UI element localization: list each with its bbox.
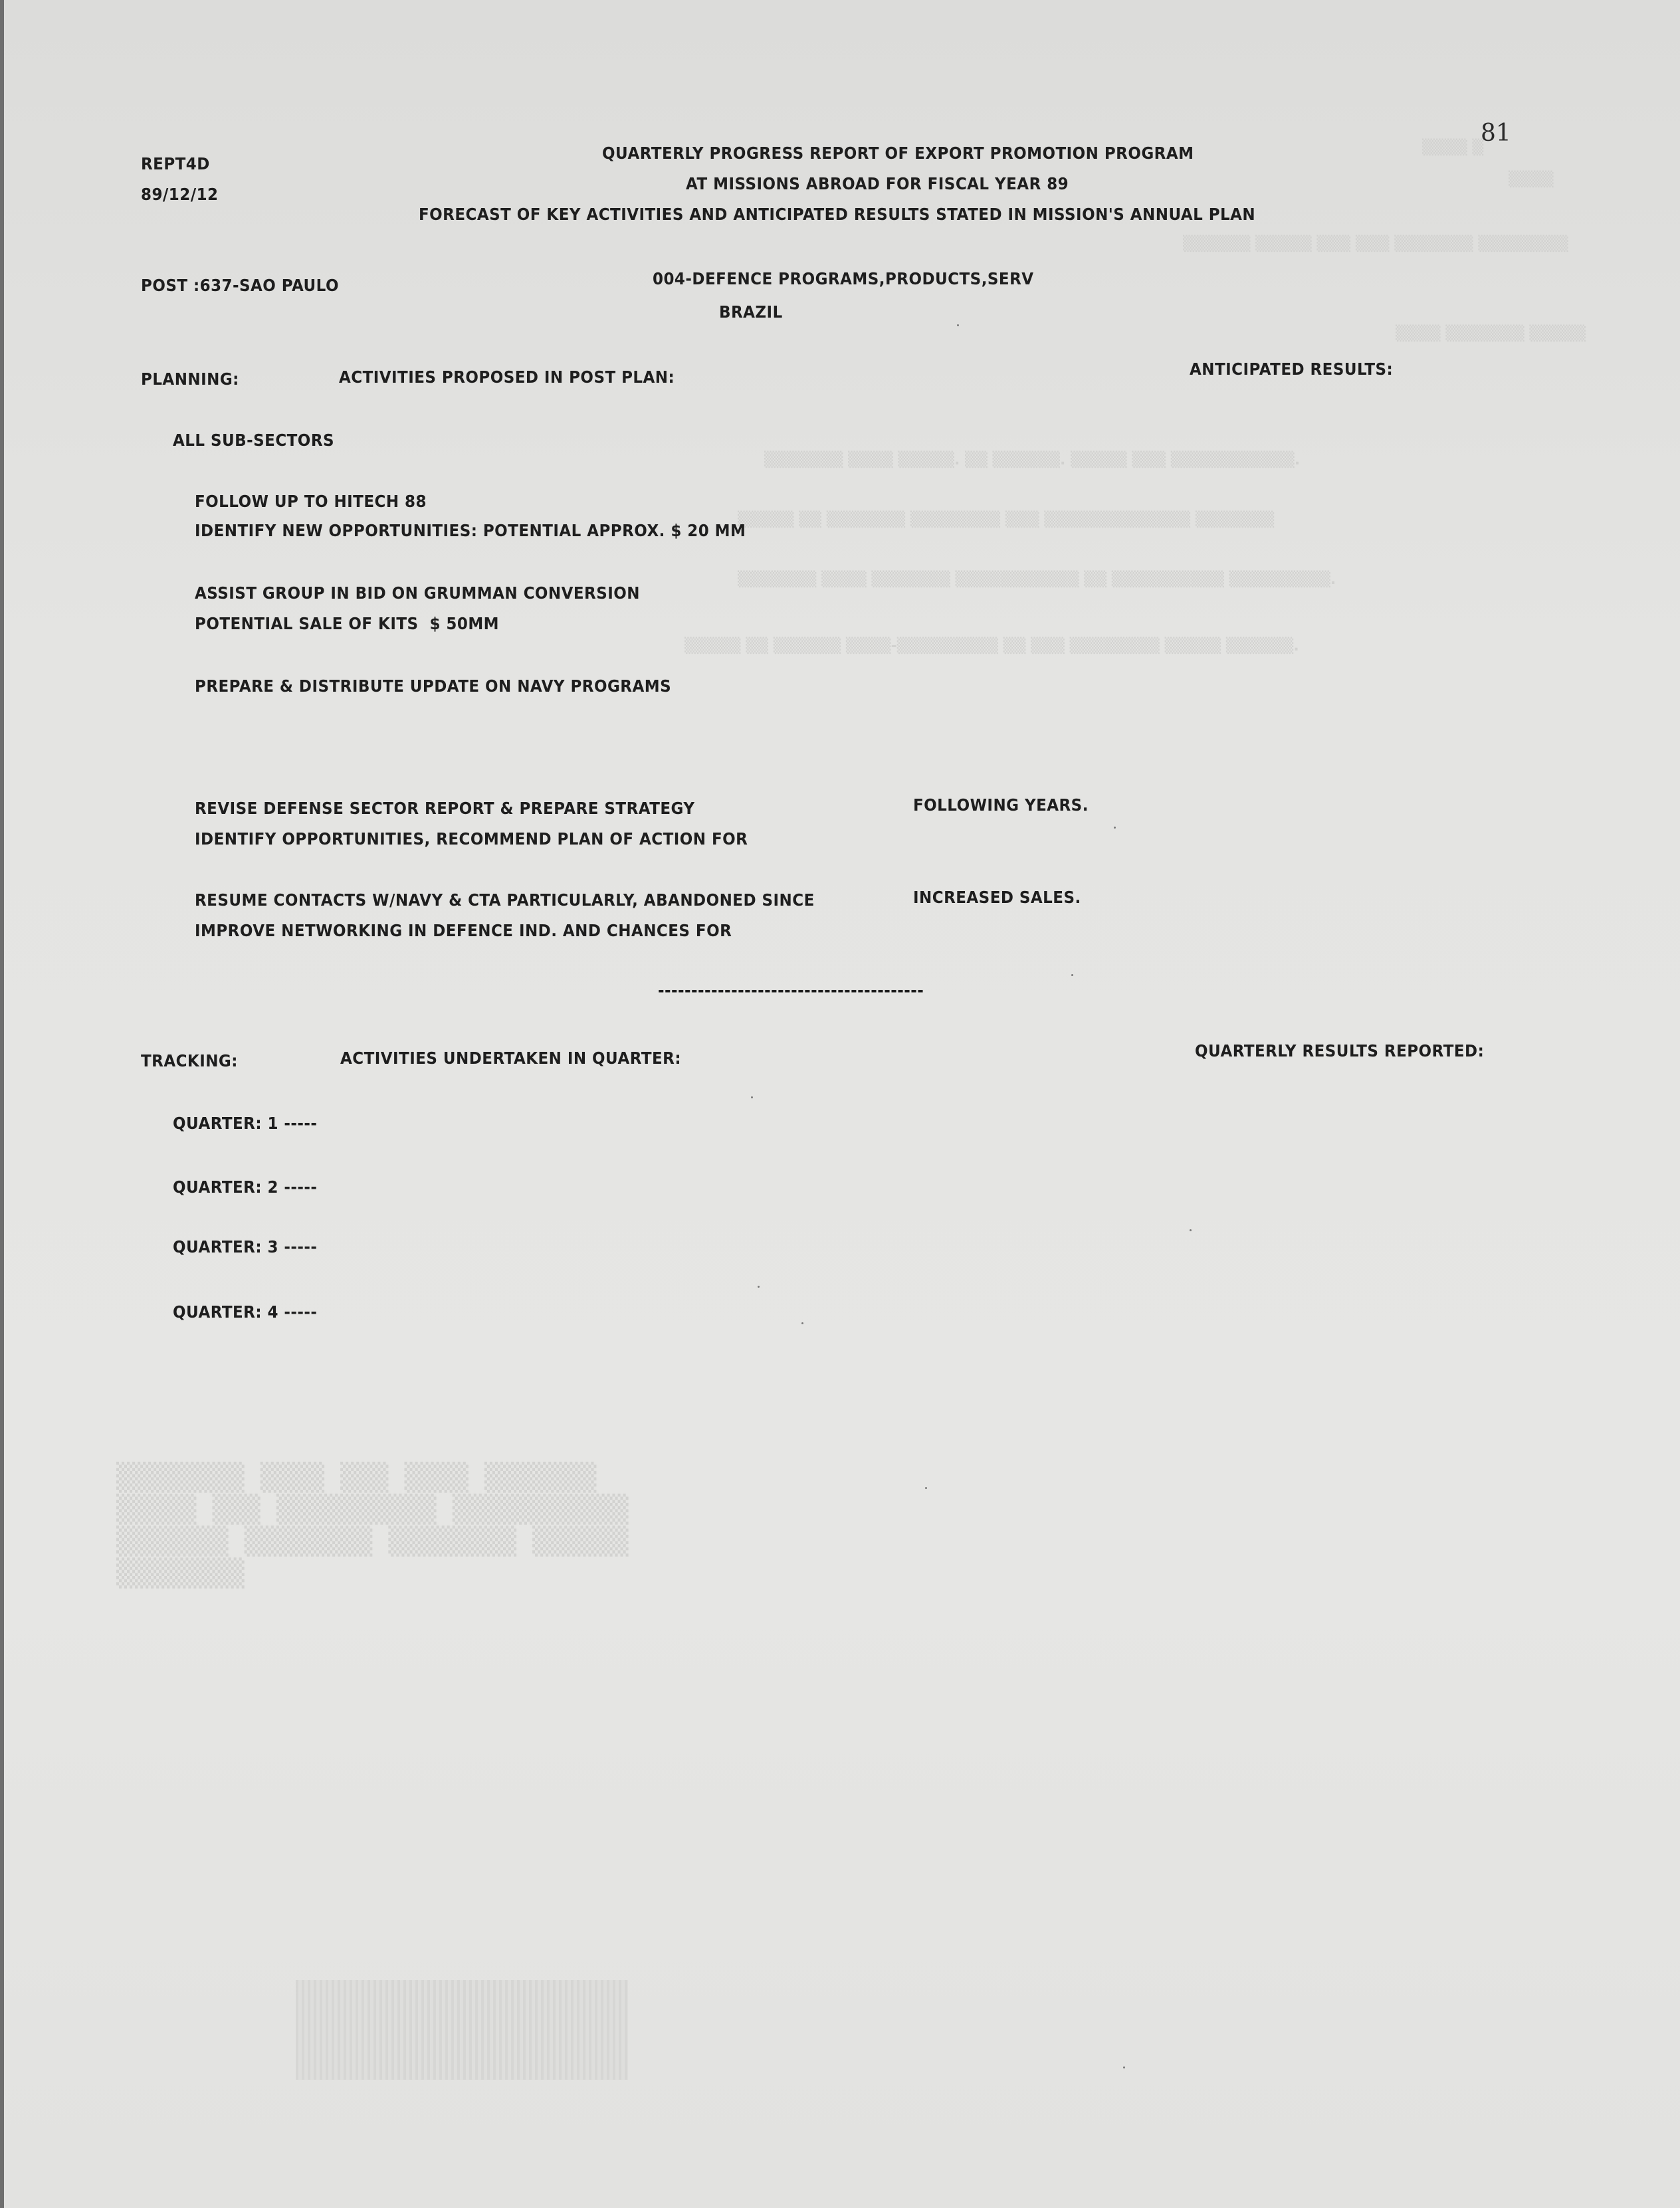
- planning-item: IDENTIFY NEW OPPORTUNITIES: POTENTIAL APPROX. $ 20 MM: [195, 521, 746, 540]
- scan-speck: [1123, 2066, 1125, 2068]
- report-title-line3: FORECAST OF KEY ACTIVITIES AND ANTICIPATED RESULTS STATED IN MISSION'S ANNUAL PLAN: [419, 205, 1256, 224]
- subsector-label: ALL SUB-SECTORS: [173, 431, 335, 450]
- scan-speck: [801, 1322, 803, 1324]
- planning-item: POTENTIAL SALE OF KITS $ 50MM: [195, 614, 500, 633]
- planning-item: REVISE DEFENSE SECTOR REPORT & PREPARE STRATEGY: [195, 799, 695, 818]
- bleed-through-barcode: [296, 1980, 628, 2080]
- scan-speck: [925, 1487, 927, 1489]
- bleed-through-text: ▒▒▒▒▒ ▒▒ ▒▒▒▒▒▒▒ ▒▒▒▒▒▒▒▒ ▒▒▒ ▒▒▒▒▒▒▒▒▒▒▒▒▒ ▒▒▒▒▒▒▒: [738, 512, 1275, 528]
- bleed-through-text: ▒▒▒▒ ▒: [1422, 140, 1484, 156]
- planning-item: IMPROVE NETWORKING IN DEFENCE IND. AND CHANCES FOR: [195, 921, 732, 940]
- quarter-row: QUARTER: 2 -----: [173, 1177, 318, 1197]
- scan-speck: [1190, 1229, 1192, 1231]
- planning-item: PREPARE & DISTRIBUTE UPDATE ON NAVY PROGRAMS: [195, 676, 672, 696]
- quarterly-results-heading: QUARTERLY RESULTS REPORTED:: [1195, 1041, 1485, 1060]
- planning-item: IDENTIFY OPPORTUNITIES, RECOMMEND PLAN OF ACTION FOR: [195, 829, 748, 849]
- anticipated-results-heading: ANTICIPATED RESULTS:: [1190, 359, 1394, 379]
- bleed-through-text: ▒▒▒▒▒▒▒▒ ▒▒▒▒ ▒▒▒ ▒▒▒▒ ▒▒▒▒▒▒▒ ▒▒▒▒▒ ▒▒▒ ▒▒▒▒▒▒▒▒▒▒ ▒▒▒▒▒▒▒▒▒▒▒ ▒▒▒▒▒▒▒ ▒▒▒▒▒▒▒▒ ▒▒▒▒▒▒▒▒ ▒▒▒▒▒▒ ▒▒▒▒▒▒▒▒: [116, 1462, 629, 1589]
- scan-speck: [751, 1096, 753, 1098]
- scan-speck: [957, 324, 959, 326]
- planning-item: FOLLOW UP TO HITECH 88: [195, 492, 427, 511]
- tracking-label: TRACKING:: [141, 1051, 238, 1070]
- tracking-activities-heading: ACTIVITIES UNDERTAKEN IN QUARTER:: [340, 1049, 682, 1068]
- report-title-line1: QUARTERLY PROGRESS REPORT OF EXPORT PROMOTION PROGRAM: [602, 144, 1194, 163]
- post-label: POST :637-SAO PAULO: [141, 276, 339, 295]
- scan-speck: [1071, 974, 1073, 976]
- report-id: REPT4D: [141, 154, 210, 173]
- bleed-through-text: ▒▒▒▒: [1509, 171, 1554, 188]
- anticipated-result: INCREASED SALES.: [913, 888, 1081, 907]
- bleed-through-text: ▒▒▒▒ ▒▒▒▒▒▒▒ ▒▒▒▒▒: [1396, 326, 1586, 342]
- planning-item: ASSIST GROUP IN BID ON GRUMMAN CONVERSION: [195, 583, 641, 603]
- quarter-row: QUARTER: 3 -----: [173, 1237, 318, 1256]
- report-title-line2: AT MISSIONS ABROAD FOR FISCAL YEAR 89: [686, 174, 1069, 193]
- report-date: 89/12/12: [141, 185, 219, 204]
- bleed-through-text: ▒▒▒▒▒▒ ▒▒▒▒▒ ▒▒▒ ▒▒▒ ▒▒▒▒▒▒▒ ▒▒▒▒▒▒▒▒: [1183, 236, 1568, 252]
- page-number: 81: [1481, 120, 1511, 147]
- section-divider: ----------------------------------------: [658, 981, 924, 1000]
- bleed-through-text: ▒▒▒▒▒ ▒▒ ▒▒▒▒▒▒ ▒▒▒▒-▒▒▒▒▒▒▒▒▒ ▒▒ ▒▒▒ ▒▒▒▒▒▒▒▒ ▒▒▒▒▒ ▒▒▒▒▒▒.: [684, 638, 1299, 654]
- page-edge: [0, 0, 4, 2208]
- anticipated-result: FOLLOWING YEARS.: [913, 795, 1089, 815]
- bleed-through-text: ▒▒▒▒▒▒▒ ▒▒▒▒ ▒▒▒▒▒▒▒ ▒▒▒▒▒▒▒▒▒▒▒ ▒▒ ▒▒▒▒▒▒▒▒▒▒ ▒▒▒▒▒▒▒▒▒.: [738, 571, 1336, 588]
- country-label: BRAZIL: [719, 302, 783, 322]
- planning-activities-heading: ACTIVITIES PROPOSED IN POST PLAN:: [339, 367, 675, 387]
- quarter-row: QUARTER: 1 -----: [173, 1114, 318, 1133]
- bleed-through-text: ▒▒▒▒▒▒▒ ▒▒▒▒ ▒▒▒▒▒. ▒▒ ▒▒▒▒▒▒. ▒▒▒▒▒ ▒▒▒ ▒▒▒▒▒▒▒▒▒▒▒.: [764, 452, 1301, 468]
- planning-label: PLANNING:: [141, 369, 239, 389]
- scan-speck: [1114, 827, 1116, 829]
- sector-label: 004-DEFENCE PROGRAMS,PRODUCTS,SERV: [653, 269, 1034, 288]
- quarter-row: QUARTER: 4 -----: [173, 1302, 318, 1322]
- scan-speck: [758, 1286, 760, 1288]
- planning-item: RESUME CONTACTS W/NAVY & CTA PARTICULARLY, ABANDONED SINCE: [195, 890, 815, 910]
